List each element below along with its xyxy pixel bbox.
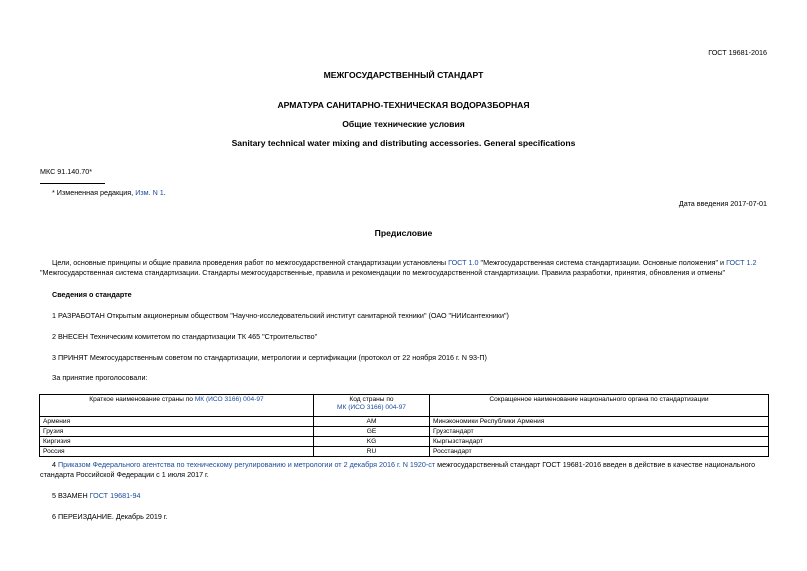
country-cell: Киргизия bbox=[40, 437, 314, 447]
body-cell: Кыргызстандарт bbox=[430, 437, 769, 447]
item-4-line1 bbox=[52, 460, 755, 469]
footnote-rule bbox=[40, 183, 105, 184]
header-country-text: Краткое наименование страны по bbox=[89, 396, 195, 403]
gost-19681-94-link[interactable]: ГОСТ 19681-94 bbox=[89, 491, 141, 500]
preface-heading: Предисловие bbox=[374, 228, 433, 238]
item-4-number: 4 bbox=[52, 460, 58, 469]
country-cell: Грузия bbox=[40, 427, 314, 437]
mks-code: МКС 91.140.70* bbox=[40, 167, 93, 176]
footnote bbox=[52, 188, 166, 197]
preface-text-b: "Межгосударственная система стандартизации. Основные положения" и bbox=[478, 258, 727, 267]
info-heading: Сведения о стандарте bbox=[52, 290, 132, 299]
item-6: 6 ПЕРЕИЗДАНИЕ. Декабрь 2019 г. bbox=[52, 512, 168, 521]
amendment-link[interactable]: Изм. N 1 bbox=[135, 188, 164, 197]
header-country bbox=[40, 395, 314, 417]
item-3: 3 ПРИНЯТ Межгосударственным советом по стандартизации, метрологии и сертификации (протокол от 22 ноября 2016 г. N 93-П) bbox=[52, 353, 487, 362]
intro-date: Дата введения 2017-07-01 bbox=[678, 199, 767, 208]
header-body: Сокращенное наименование национального органа по стандартизации bbox=[430, 395, 769, 417]
mk-iso-link-2[interactable]: МК (ИСО 3166) 004-97 bbox=[337, 404, 406, 411]
item-2: 2 ВНЕСЕН Техническим комитетом по стандартизации ТК 465 "Строительство" bbox=[52, 332, 318, 341]
rosstandart-order-link[interactable]: Приказом Федерального агентства по техническому регулированию и метрологии от 2 декабря 2016 г. N 1920-ст bbox=[58, 460, 436, 469]
mk-iso-link-1[interactable]: МК (ИСО 3166) 004-97 bbox=[194, 396, 264, 403]
country-cell: Армения bbox=[40, 417, 314, 427]
code-cell: RU bbox=[314, 447, 430, 457]
voting-table bbox=[39, 394, 769, 457]
footnote-end: . bbox=[163, 188, 166, 197]
item-5 bbox=[52, 491, 140, 500]
header-code-text: Код страны по bbox=[349, 396, 394, 403]
voted-label: За принятие проголосовали: bbox=[52, 373, 148, 382]
item-1: 1 РАЗРАБОТАН Открытым акционерным обществом "Научно-исследовательский институт санитарной техники" (ОАО "НИИсантехники") bbox=[52, 311, 509, 320]
code-cell: KG bbox=[314, 437, 430, 447]
body-cell: Минэкономики Республики Армения bbox=[430, 417, 769, 427]
header-code bbox=[314, 395, 430, 417]
code-cell: AM bbox=[314, 417, 430, 427]
table-row bbox=[40, 417, 769, 427]
preface-paragraph-line1 bbox=[52, 258, 756, 267]
item-4-text: межгосударственный стандарт ГОСТ 19681-2016 введен в действие в качестве национального bbox=[435, 460, 756, 469]
body-cell: Росстандарт bbox=[430, 447, 769, 457]
table-row bbox=[40, 427, 769, 437]
body-cell: Грузстандарт bbox=[430, 427, 769, 437]
preface-text-a: Цели, основные принципы и общие правила проведения работ по межгосударственной стандартизации установлены bbox=[52, 258, 449, 267]
gost-1-2-link[interactable]: ГОСТ 1.2 bbox=[726, 258, 757, 267]
table-row bbox=[40, 437, 769, 447]
title-ru: АРМАТУРА САНИТАРНО-ТЕХНИЧЕСКАЯ ВОДОРАЗБОРНАЯ bbox=[277, 100, 530, 110]
table-header-row bbox=[40, 395, 769, 417]
gost-1-0-link[interactable]: ГОСТ 1.0 bbox=[448, 258, 479, 267]
subtitle-ru: Общие технические условия bbox=[342, 119, 465, 129]
standard-type: МЕЖГОСУДАРСТВЕННЫЙ СТАНДАРТ bbox=[323, 70, 484, 80]
country-cell: Россия bbox=[40, 447, 314, 457]
item-5-text: 5 ВЗАМЕН bbox=[52, 491, 90, 500]
footnote-text: * Измененная редакция, bbox=[52, 188, 136, 197]
item-4-line2: стандарта Российской Федерации с 1 июля 2017 г. bbox=[40, 470, 209, 479]
code-cell: GE bbox=[314, 427, 430, 437]
title-en: Sanitary technical water mixing and distributing accessories. General specifications bbox=[231, 138, 576, 148]
preface-paragraph-line2: "Межгосударственная система стандартизации. Стандарты межгосударственные, правила и рекомендации по межгосударственной стандартизации. Правила разработки, принятия, обновления и отмены" bbox=[40, 268, 726, 277]
table-row bbox=[40, 447, 769, 457]
document-code: ГОСТ 19681-2016 bbox=[708, 48, 767, 57]
